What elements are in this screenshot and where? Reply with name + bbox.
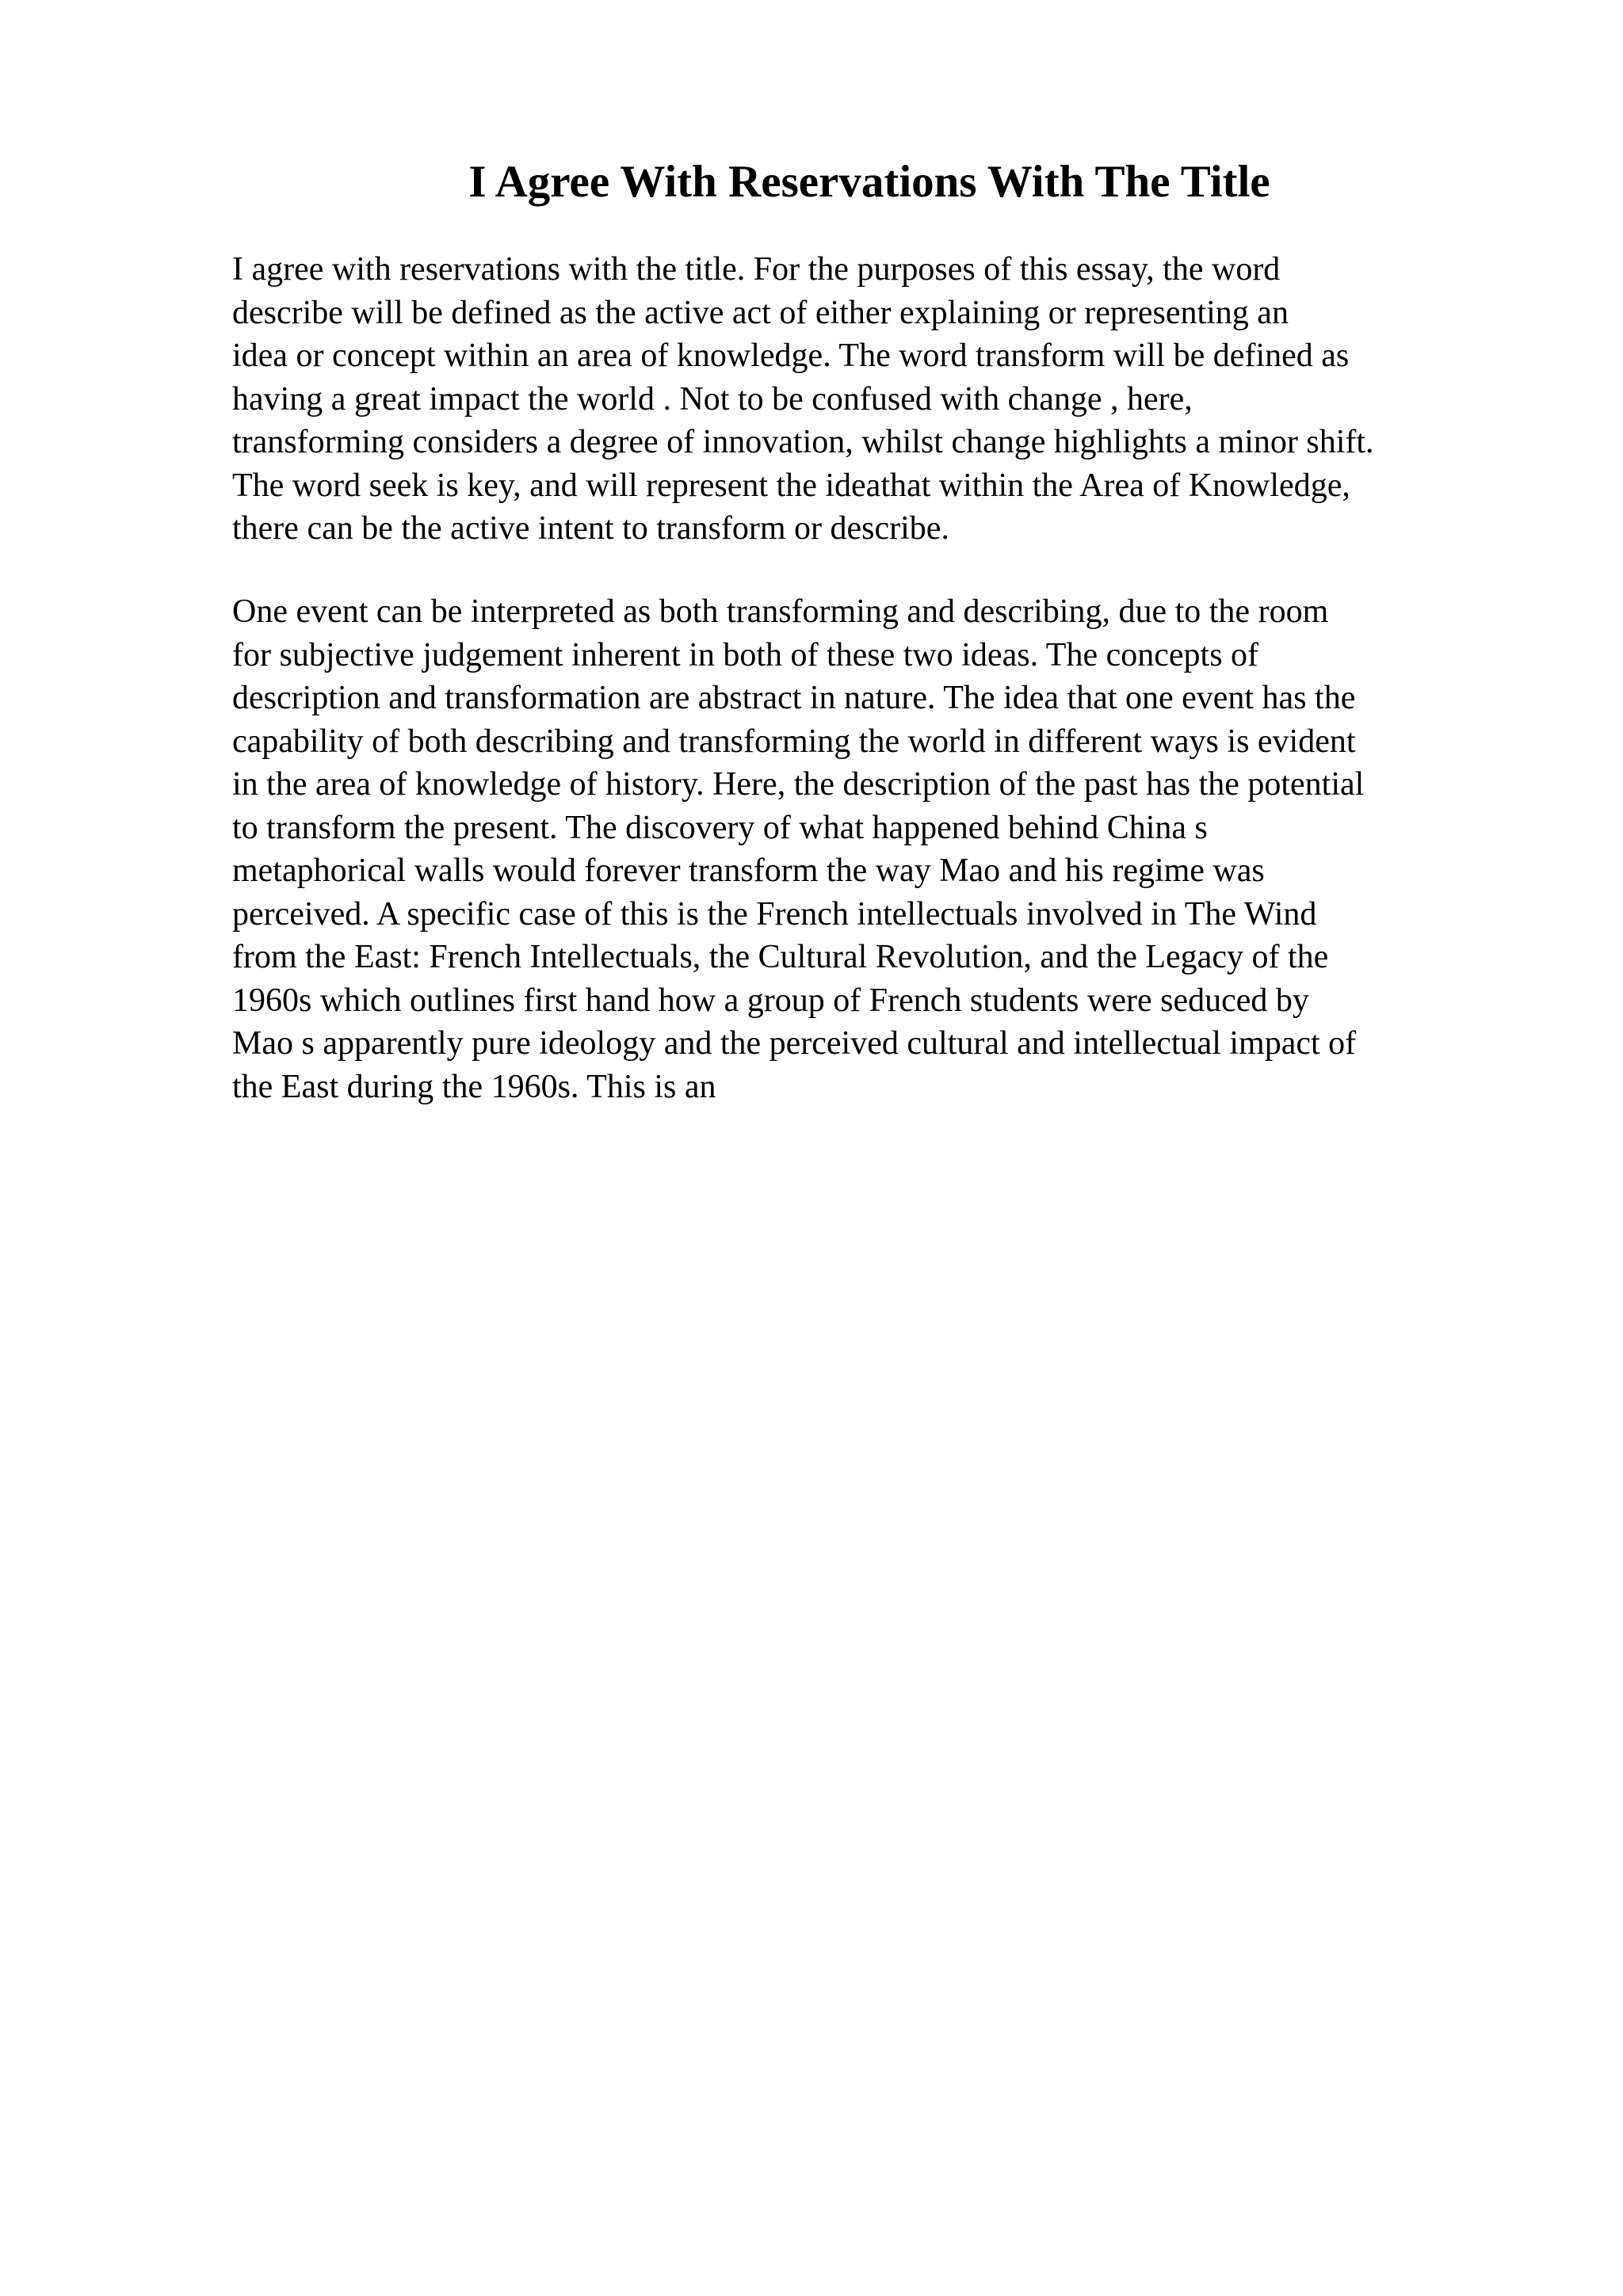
body-paragraph-2 xyxy=(232,590,1364,1108)
paragraph-line: for subjective judgement inherent in both of these two ideas. The concepts of xyxy=(232,636,1259,673)
document-title: I Agree With Reservations With The Title xyxy=(468,157,1270,207)
paragraph-line: capability of both describing and transforming the world in different ways is evident xyxy=(232,723,1356,760)
paragraph-line: perceived. A specific case of this is the French intellectuals involved in The Wind xyxy=(232,895,1317,933)
paragraph-line: One event can be interpreted as both transforming and describing, due to the room xyxy=(232,593,1329,630)
paragraph-line: I agree with reservations with the title. For the purposes of this essay, the word xyxy=(232,251,1281,288)
paragraph-line: from the East: French Intellectuals, the Cultural Revolution, and the Legacy of the xyxy=(232,939,1329,975)
paragraph-line: The word seek is key, and will represent the ideathat within the Area of Knowledge, xyxy=(232,467,1350,504)
paragraph-line: description and transformation are abstract in nature. The idea that one event has the xyxy=(232,680,1356,716)
paragraph-line: idea or concept within an area of knowledge. The word transform will be defined as xyxy=(232,338,1350,374)
body-paragraph-1 xyxy=(232,248,1374,551)
paragraph-line: 1960s which outlines first hand how a group of French students were seduced by xyxy=(232,982,1309,1019)
paragraph-line: having a great impact the world . Not to be confused with change , here, xyxy=(232,380,1193,418)
paragraph-line: in the area of knowledge of history. Here, the description of the past has the potential xyxy=(232,766,1365,803)
paragraph-line: metaphorical walls would forever transform the way Mao and his regime was xyxy=(232,852,1265,889)
paragraph-line: transforming considers a degree of innovation, whilst change highlights a minor shift. xyxy=(232,424,1374,460)
paragraph-line: the East during the 1960s. This is an xyxy=(232,1068,716,1105)
paragraph-line: to transform the present. The discovery of what happened behind China s xyxy=(232,809,1208,846)
paragraph-line: Mao s apparently pure ideology and the perceived cultural and intellectual impact of xyxy=(232,1025,1357,1062)
paragraph-line: there can be the active intent to transform or describe. xyxy=(232,510,949,547)
paragraph-line: describe will be defined as the active act of either explaining or representing an xyxy=(232,294,1289,331)
